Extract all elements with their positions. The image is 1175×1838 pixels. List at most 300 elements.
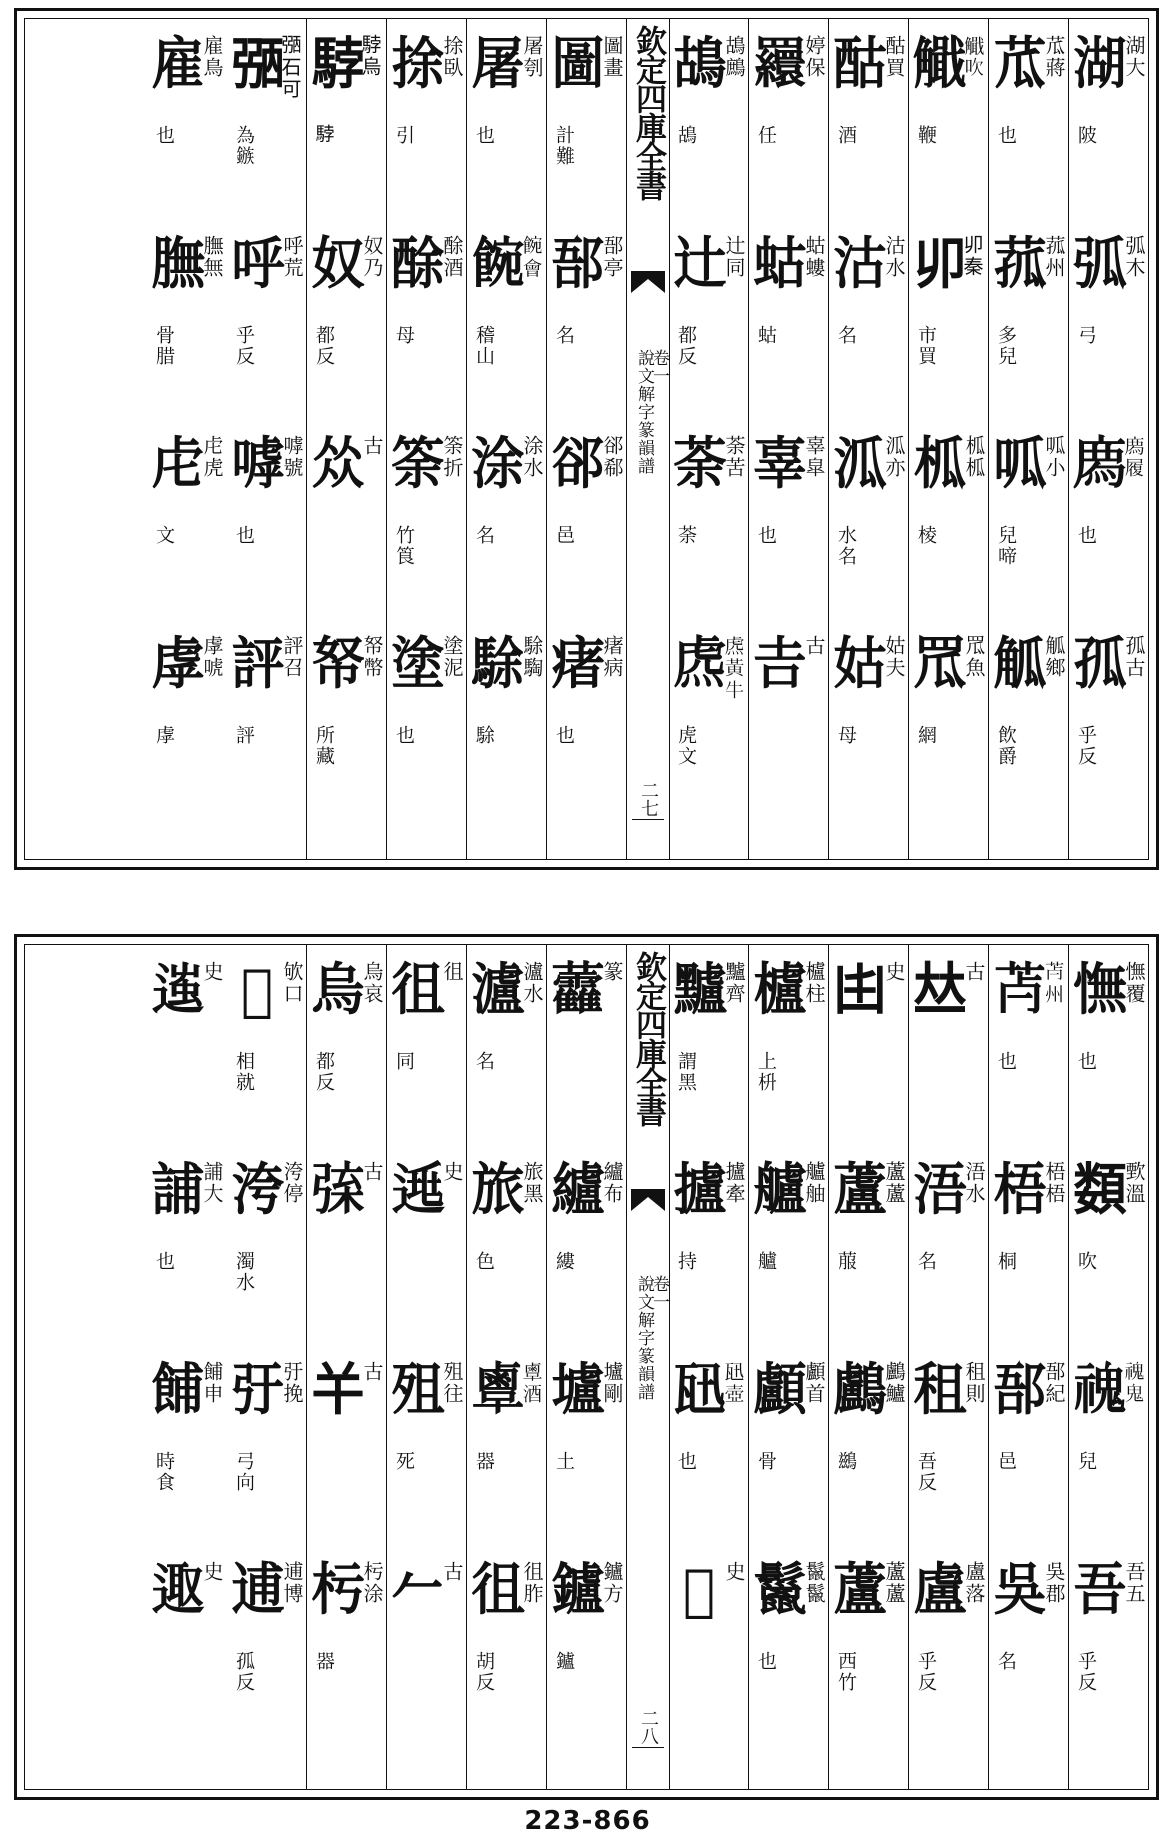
seal-script-glyph: 吳 — [993, 1557, 1047, 1623]
entry-gloss-continued: 竹筤 — [393, 525, 415, 567]
seal-script-glyph: 捈 — [391, 31, 445, 97]
dictionary-entry — [908, 25, 988, 225]
dictionary-entry — [748, 951, 828, 1151]
entry-gloss-continued: 吹 — [1075, 1251, 1097, 1272]
entry-gloss: 郤郗 — [600, 435, 624, 479]
entry-gloss: 瀘水 — [520, 961, 544, 1005]
entry-gloss: 古 — [360, 435, 384, 457]
dictionary-entry — [466, 1151, 546, 1351]
entry-gloss: 鬣鬣 — [802, 1561, 826, 1605]
dictionary-entry — [546, 625, 626, 825]
seal-script-glyph: 呱 — [993, 431, 1047, 497]
seal-script-glyph: 鸕 — [833, 1357, 887, 1423]
seal-script-glyph: 蘆 — [833, 1557, 887, 1623]
entry-gloss-continued: 棱 — [915, 525, 937, 546]
seal-script-glyph: 艫 — [753, 1157, 807, 1223]
dictionary-entry — [668, 25, 748, 225]
dictionary-entry — [748, 225, 828, 425]
entry-gloss-continued: 邑 — [995, 1451, 1017, 1472]
seal-script-glyph: 蛄 — [753, 231, 807, 297]
dictionary-page-bottom — [14, 934, 1159, 1800]
seal-script-glyph: 洿 — [231, 1157, 285, 1223]
entry-column — [306, 19, 387, 859]
dictionary-entry — [226, 1351, 306, 1551]
dictionary-entry — [988, 1151, 1068, 1351]
seal-script-glyph: 𤬫 — [673, 1357, 727, 1423]
entry-gloss: 鴣鷓 — [722, 35, 746, 79]
seal-script-glyph: 𪉞 — [471, 1357, 525, 1423]
dictionary-entry — [146, 951, 226, 1151]
volume-label: 卷一 — [649, 349, 669, 385]
entry-gloss: 攎牽 — [722, 1161, 746, 1205]
entry-column — [546, 19, 627, 859]
entry-column — [988, 945, 1069, 1789]
entry-gloss-continued: 文 — [153, 525, 175, 546]
entry-column — [748, 945, 829, 1789]
dictionary-entry — [988, 225, 1068, 425]
entry-gloss-continued: 兒 — [1075, 1451, 1097, 1472]
center-fold-column — [626, 945, 670, 1789]
entry-gloss: 膴無 — [200, 235, 224, 279]
entry-gloss: 郚亭 — [600, 235, 624, 279]
entry-column — [146, 19, 226, 859]
dictionary-entry — [1068, 951, 1148, 1151]
entry-gloss-continued: 網 — [915, 725, 937, 746]
seal-script-glyph: 𧆸 — [673, 631, 727, 697]
seal-script-glyph: 辜 — [753, 431, 807, 497]
seal-script-glyph: 筡 — [391, 431, 445, 497]
entry-gloss-continued: 也 — [393, 725, 415, 746]
dictionary-entry — [226, 1151, 306, 1351]
dictionary-entry — [988, 425, 1068, 625]
dictionary-entry — [386, 25, 466, 225]
entry-gloss-continued: 也 — [233, 525, 255, 546]
dictionary-entry — [546, 25, 626, 225]
seal-script-glyph: 梧 — [993, 1157, 1047, 1223]
dictionary-entry — [748, 1351, 828, 1551]
seal-script-glyph: 𨓭 — [151, 1557, 205, 1623]
dictionary-entry — [146, 25, 226, 225]
entry-gloss: 圖畫 — [600, 35, 624, 79]
entry-gloss-continued: 器 — [313, 1651, 335, 1672]
entry-gloss-continued: 駼 — [473, 725, 495, 746]
seal-script-glyph: 虍 — [151, 431, 205, 497]
dictionary-entry — [466, 625, 546, 825]
entry-gloss: 憮覆 — [1122, 961, 1146, 1005]
seal-script-glyph: 瀘 — [471, 957, 525, 1023]
seal-script-glyph: 𩲡 — [1073, 1357, 1127, 1423]
seal-script-glyph: 駼 — [471, 631, 525, 697]
entry-gloss: 旅黑 — [520, 1161, 544, 1205]
entry-gloss: 泒亦 — [882, 435, 906, 479]
entry-gloss: 𩲡鬼 — [1122, 1361, 1146, 1405]
seal-script-glyph: 𨔢 — [151, 957, 205, 1023]
entry-gloss: 呼荒 — [280, 235, 304, 279]
dictionary-entry — [668, 951, 748, 1151]
dictionary-entry — [306, 1351, 386, 1551]
dictionary-entry — [828, 225, 908, 425]
entry-gloss: 黸齊 — [722, 961, 746, 1005]
dictionary-entry — [828, 1151, 908, 1351]
center-fold-column — [626, 19, 670, 859]
dictionary-entry — [988, 25, 1068, 225]
entry-gloss-continued: 也 — [755, 525, 777, 546]
entry-gloss-continued: 母 — [393, 325, 415, 346]
dictionary-entry — [546, 1551, 626, 1751]
seal-script-glyph: 吾 — [1073, 1557, 1127, 1623]
entry-gloss-continued: 也 — [995, 1051, 1017, 1072]
dictionary-entry — [908, 1551, 988, 1751]
entry-gloss-continued: 乎反 — [1075, 725, 1097, 767]
entry-gloss: 鑪方 — [600, 1561, 624, 1605]
entry-gloss: 洿停 — [280, 1161, 304, 1205]
entry-gloss: 顱首 — [802, 1361, 826, 1405]
entry-gloss: 郚紀 — [1042, 1361, 1066, 1405]
seal-script-glyph: 屠 — [471, 31, 525, 97]
dictionary-entry — [146, 1351, 226, 1551]
entry-column — [466, 19, 547, 859]
seal-script-glyph: 憮 — [1073, 957, 1127, 1023]
entry-gloss: 吳郡 — [1042, 1561, 1066, 1605]
entry-gloss: 誧大 — [200, 1161, 224, 1205]
dictionary-entry — [668, 225, 748, 425]
entry-gloss-continued: 名 — [553, 325, 575, 346]
entry-gloss-continued: 也 — [153, 125, 175, 146]
entry-gloss: 𩜌會 — [520, 235, 544, 279]
folio-number: 二八 — [632, 1709, 664, 1748]
seal-script-glyph: 𩣡 — [311, 31, 365, 97]
entry-gloss: 史 — [440, 1161, 464, 1183]
seal-script-glyph: 沽 — [833, 231, 887, 297]
page-footer-number: 223-866 — [524, 1806, 651, 1836]
seal-script-glyph: 呼 — [231, 231, 285, 297]
entry-gloss-continued: 器 — [473, 1451, 495, 1472]
seal-script-glyph: 誧 — [151, 1157, 205, 1223]
seal-script-glyph: 雇 — [151, 31, 205, 97]
entry-column — [668, 19, 749, 859]
book-title: 說文解字篆韻譜 — [634, 1275, 654, 1401]
dictionary-entry — [908, 1351, 988, 1551]
entry-gloss: 呱小 — [1042, 435, 1066, 479]
entry-gloss-continued: 時食 — [153, 1451, 175, 1493]
entry-gloss-continued: 陂 — [1075, 125, 1097, 146]
dictionary-entry — [546, 425, 626, 625]
entry-gloss: 弧木 — [1122, 235, 1146, 279]
folio-number: 二七 — [632, 781, 664, 820]
seal-script-glyph: 酴 — [391, 231, 445, 297]
dictionary-entry — [546, 1151, 626, 1351]
entry-gloss: 欨口 — [280, 961, 304, 1005]
entry-gloss: 瘏病 — [600, 635, 624, 679]
entry-column — [226, 19, 307, 859]
entry-gloss-continued: 菔 — [835, 1251, 857, 1272]
dictionary-entry — [988, 625, 1068, 825]
entry-gloss-continued: 也 — [995, 125, 1017, 146]
running-title: 欽定四庫全書 — [630, 951, 666, 1125]
dictionary-entry — [988, 1351, 1068, 1551]
seal-script-glyph: 瘏 — [551, 631, 605, 697]
entry-gloss-continued: 鞭 — [915, 125, 937, 146]
entry-gloss: 史 — [722, 1561, 746, 1583]
dictionary-entry — [306, 1151, 386, 1351]
entry-gloss: 弙挽 — [280, 1361, 304, 1405]
entry-column — [386, 945, 467, 1789]
seal-script-glyph: 辻 — [673, 231, 727, 297]
entry-column — [386, 19, 467, 859]
seal-script-glyph: 蘆 — [833, 1157, 887, 1223]
entry-gloss: 酤買 — [882, 35, 906, 79]
seal-script-glyph: 虖 — [151, 631, 205, 697]
entry-gloss-continued: 鑪 — [553, 1651, 575, 1672]
dictionary-entry — [908, 625, 988, 825]
entry-gloss: 虍虎 — [200, 435, 224, 479]
entry-gloss-continued: 也 — [153, 1251, 175, 1272]
entry-gloss: 纑布 — [600, 1161, 624, 1205]
dictionary-entry — [828, 425, 908, 625]
dictionary-entry — [226, 425, 306, 625]
entry-gloss: 鸕鱸 — [882, 1361, 906, 1405]
entry-gloss: 逋博 — [280, 1561, 304, 1605]
seal-script-glyph: 租 — [913, 1357, 967, 1423]
entry-gloss: 史 — [200, 1561, 224, 1583]
entry-gloss: 殂往 — [440, 1361, 464, 1405]
entry-gloss: 蘆蘆 — [882, 1561, 906, 1605]
seal-script-glyph: 湖 — [1073, 31, 1127, 97]
entry-gloss-continued: 荼 — [675, 525, 697, 546]
entry-gloss-continued: 乎反 — [233, 325, 255, 367]
entry-gloss: 蘆蘆 — [882, 1161, 906, 1205]
seal-script-glyph: 嘑 — [231, 431, 285, 497]
entry-gloss-continued: 色 — [473, 1251, 495, 1272]
entry-gloss-continued: 也 — [1075, 525, 1097, 546]
dictionary-entry — [1068, 1151, 1148, 1351]
seal-script-glyph: 𦦠 — [241, 957, 273, 1023]
dictionary-entry — [146, 625, 226, 825]
entry-gloss-continued: 虎文 — [675, 725, 697, 767]
dictionary-entry — [306, 225, 386, 425]
dictionary-entry — [828, 625, 908, 825]
dictionary-entry — [226, 1551, 306, 1751]
dictionary-entry — [668, 1151, 748, 1351]
dictionary-entry — [668, 1351, 748, 1551]
entry-gloss: 徂胙 — [520, 1561, 544, 1605]
entry-gloss-continued: 評 — [233, 725, 255, 746]
dictionary-entry — [226, 951, 306, 1151]
dictionary-entry — [226, 625, 306, 825]
entry-gloss: 沽水 — [882, 235, 906, 279]
entry-gloss: 古 — [360, 1361, 384, 1383]
fishtail-mark-icon — [631, 271, 665, 293]
entry-gloss-continued: 母 — [835, 725, 857, 746]
entry-gloss: 租則 — [962, 1361, 986, 1405]
dictionary-entry — [908, 1151, 988, 1351]
entry-gloss: 帑幣 — [360, 635, 384, 679]
entry-gloss: 𧥄吹 — [962, 35, 986, 79]
entry-gloss-continued: 名 — [915, 1251, 937, 1272]
seal-script-glyph: 弙 — [231, 1357, 285, 1423]
entry-gloss: 烏哀 — [360, 961, 384, 1005]
seal-script-glyph: 徂 — [391, 957, 445, 1023]
entry-gloss-continued: 也 — [473, 125, 495, 146]
dictionary-entry — [828, 1551, 908, 1751]
seal-script-glyph: 𠨍 — [913, 231, 967, 297]
seal-script-glyph: 𢐀 — [231, 31, 285, 97]
entry-column — [1068, 945, 1149, 1789]
entry-gloss: 𧆸黃牛 — [722, 635, 746, 701]
seal-script-glyph: 菰 — [993, 231, 1047, 297]
seal-script-glyph: 觚 — [993, 631, 1047, 697]
entry-gloss-continued: 都反 — [313, 1051, 335, 1093]
volume-label: 卷一 — [649, 1275, 669, 1311]
entry-gloss-continued: 酒 — [835, 125, 857, 146]
entry-gloss: 雇鳥 — [200, 35, 224, 79]
entry-gloss-continued: 謂黑 — [675, 1051, 697, 1093]
entry-gloss: 櫨柱 — [802, 961, 826, 1005]
entry-gloss: 涂水 — [520, 435, 544, 479]
entry-gloss-continued: 也 — [675, 1451, 697, 1472]
dictionary-entry — [748, 1551, 828, 1751]
entry-gloss: 艫舳 — [802, 1161, 826, 1205]
dictionary-page-top — [14, 8, 1159, 870]
entry-gloss: 姑夫 — [882, 635, 906, 679]
seal-script-glyph: 郚 — [551, 231, 605, 297]
dictionary-entry — [386, 1551, 466, 1751]
entry-column — [546, 945, 627, 1789]
entry-gloss: 奴乃 — [360, 235, 384, 279]
entry-gloss-continued: 鷀 — [835, 1451, 857, 1472]
seal-script-glyph: 纑 — [551, 1157, 605, 1223]
seal-script-glyph: 塗 — [391, 631, 445, 697]
entry-column — [908, 945, 989, 1789]
dictionary-entry — [1068, 425, 1148, 625]
seal-script-glyph: 盧 — [913, 1557, 967, 1623]
dictionary-entry — [386, 425, 466, 625]
entry-gloss-continued: 弓 — [1075, 325, 1097, 346]
entry-gloss: 篆 — [600, 961, 624, 983]
seal-script-glyph: 烏 — [311, 957, 365, 1023]
dictionary-entry — [306, 625, 386, 825]
entry-gloss-continued: 多兒 — [995, 325, 1017, 367]
entry-gloss-continued: 骨 — [755, 1451, 777, 1472]
entry-gloss-continued: 桐 — [995, 1251, 1017, 1272]
seal-script-glyph: 弧 — [1073, 231, 1127, 297]
dictionary-entry — [146, 1551, 226, 1751]
entry-gloss: 歅溫 — [1122, 1161, 1146, 1205]
dictionary-entry — [386, 1151, 466, 1351]
dictionary-entry — [748, 25, 828, 225]
seal-script-glyph: 殂 — [391, 1357, 445, 1423]
entry-gloss: 浯水 — [962, 1161, 986, 1205]
entry-gloss-continued: 相就 — [233, 1051, 255, 1093]
entry-gloss-continued: 邑 — [553, 525, 575, 546]
dictionary-entry — [1068, 1351, 1148, 1551]
seal-script-glyph: 杇 — [311, 1557, 365, 1623]
dictionary-entry — [668, 1551, 748, 1751]
dictionary-entry — [306, 425, 386, 625]
seal-script-glyph: 奴 — [311, 231, 365, 297]
seal-script-glyph: 櫨 — [753, 957, 807, 1023]
fishtail-mark-icon — [631, 1189, 665, 1211]
entry-gloss: 荼苦 — [722, 435, 746, 479]
entry-gloss: 罛魚 — [962, 635, 986, 679]
entry-gloss-continued: 孤反 — [233, 1651, 255, 1693]
entry-gloss: 酴酒 — [440, 235, 464, 279]
seal-script-glyph: 郤 — [551, 431, 605, 497]
dictionary-entry — [226, 25, 306, 225]
dictionary-entry — [828, 951, 908, 1151]
seal-script-glyph: 𦬿 — [993, 957, 1047, 1023]
entry-gloss: 𪉞酒 — [520, 1361, 544, 1405]
entry-gloss: 筡折 — [440, 435, 464, 479]
entry-gloss: 塗泥 — [440, 635, 464, 679]
dictionary-entry — [668, 425, 748, 625]
entry-gloss: 𤬫壺 — [722, 1361, 746, 1405]
entry-gloss-continued: 所藏 — [313, 725, 335, 767]
entry-gloss-continued: 胡反 — [473, 1651, 495, 1693]
dictionary-entry — [386, 625, 466, 825]
entry-gloss-continued: 名 — [473, 525, 495, 546]
seal-script-glyph: 帑 — [311, 631, 365, 697]
dictionary-entry — [226, 225, 306, 425]
seal-script-glyph: 𢏲 — [311, 1157, 365, 1223]
entry-gloss-continued: 艫 — [755, 1251, 777, 1272]
seal-script-glyph: 餔 — [151, 1357, 205, 1423]
entry-gloss: 古 — [360, 1161, 384, 1183]
seal-script-glyph: 泒 — [833, 431, 887, 497]
entry-gloss: 古 — [802, 635, 826, 657]
dictionary-entry — [1068, 225, 1148, 425]
seal-script-glyph: 罛 — [913, 631, 967, 697]
entry-column — [466, 945, 547, 1789]
dictionary-entry — [1068, 625, 1148, 825]
dictionary-entry — [748, 425, 828, 625]
entry-gloss: 徂 — [440, 961, 464, 983]
entry-gloss-continued: 濁水 — [233, 1251, 255, 1293]
seal-script-glyph: 荼 — [673, 431, 727, 497]
entry-gloss-continued: 也 — [755, 1651, 777, 1672]
entry-gloss-continued: 名 — [995, 1651, 1017, 1672]
seal-script-glyph: 郚 — [993, 1357, 1047, 1423]
seal-script-glyph: 𠈌 — [311, 431, 365, 497]
dictionary-entry — [306, 951, 386, 1151]
entry-gloss: 古 — [440, 1561, 464, 1583]
entry-gloss: 梧梧 — [1042, 1161, 1066, 1205]
entry-gloss-continued: 持 — [675, 1251, 697, 1272]
entry-gloss-continued: 乎反 — [915, 1651, 937, 1693]
seal-script-glyph: 逋 — [231, 1557, 285, 1623]
seal-script-glyph: 酤 — [833, 31, 887, 97]
entry-gloss-continued: 稽山 — [473, 325, 495, 367]
entry-gloss-continued: 縷 — [553, 1251, 575, 1272]
dictionary-entry — [546, 1351, 626, 1551]
dictionary-entry — [466, 1351, 546, 1551]
entry-gloss: 孤古 — [1122, 635, 1146, 679]
dictionary-entry — [386, 225, 466, 425]
entry-gloss: 苽蔣 — [1042, 35, 1066, 79]
entry-gloss-continued: 也 — [1075, 1051, 1097, 1072]
entry-gloss: 壚剛 — [600, 1361, 624, 1405]
seal-script-glyph: 鑪 — [551, 1557, 605, 1623]
seal-script-glyph: 𠙹 — [833, 957, 887, 1023]
seal-script-glyph: 壚 — [551, 1357, 605, 1423]
entry-gloss: 𢐀石可 — [280, 35, 304, 101]
seal-script-glyph: 旅 — [471, 1157, 525, 1223]
entry-gloss: 古 — [962, 961, 986, 983]
entry-gloss: 柧柧 — [962, 435, 986, 479]
entry-gloss: 𩣡烏 — [360, 35, 384, 79]
entry-gloss: 盧落 — [962, 1561, 986, 1605]
entry-gloss-continued: 死 — [393, 1451, 415, 1472]
